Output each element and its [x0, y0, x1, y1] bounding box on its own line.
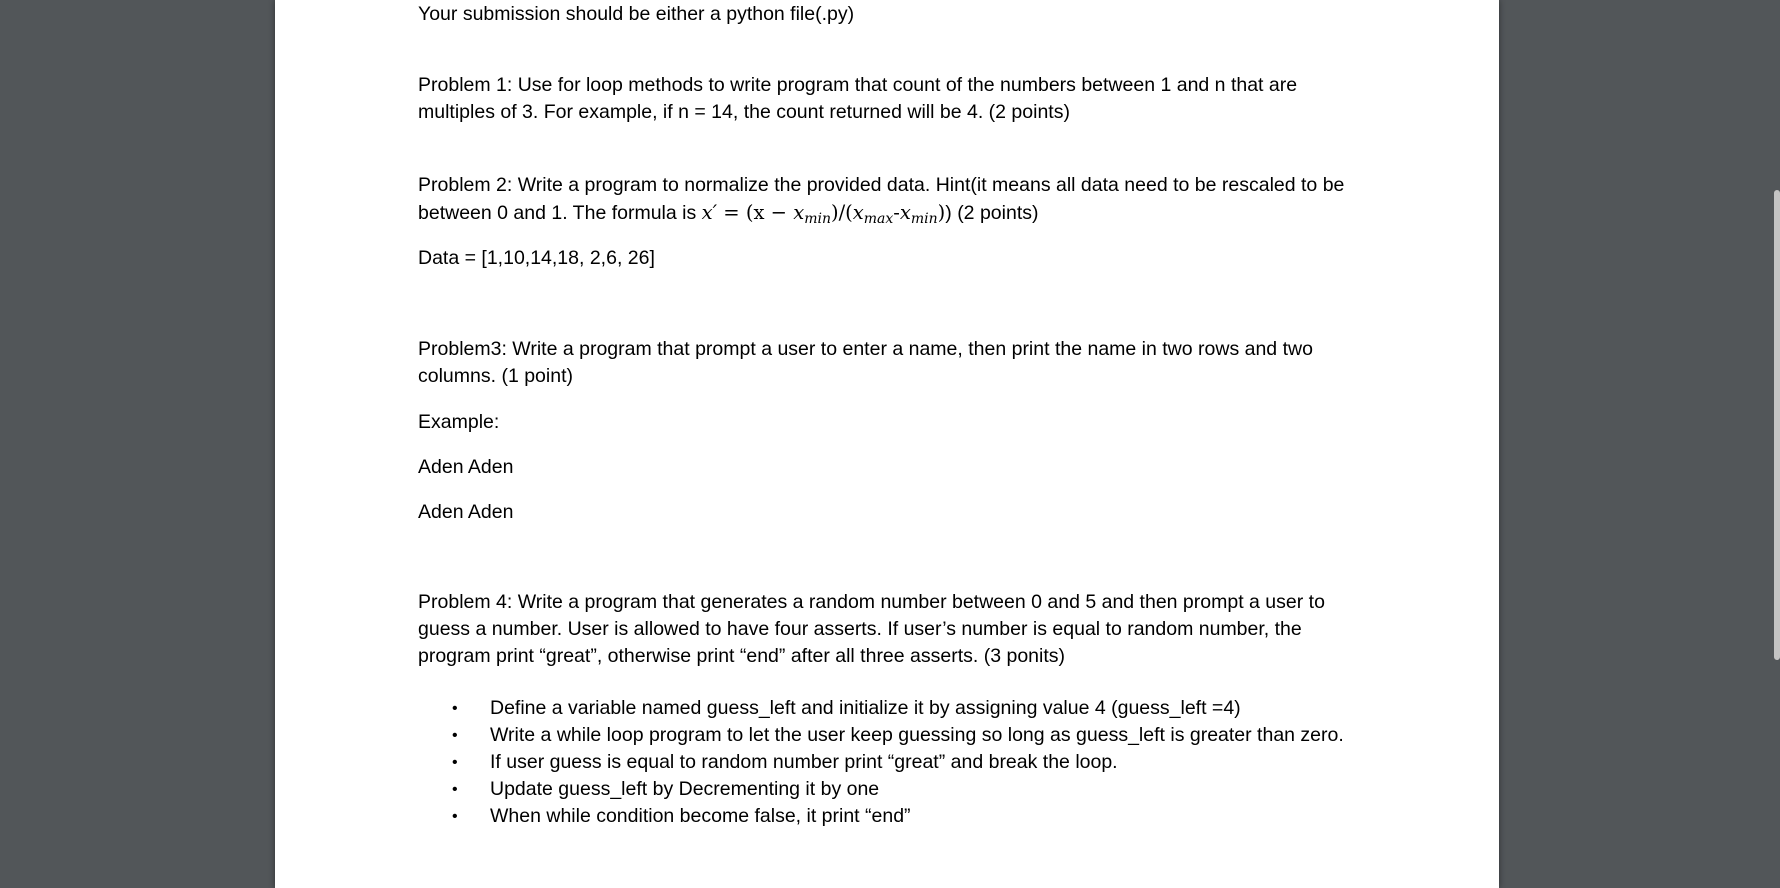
problem-1-text: Problem 1: Use for loop methods to write program that count of the numbers between 1 and n that are multiples of 3. For example, if n = 14, the count returned will be 4. (2 points) — [418, 74, 1298, 123]
bullet-icon: • — [452, 700, 458, 717]
list-item: • When while condition become false, it print “end” — [418, 803, 1358, 830]
problem-2-intro: Problem 2: Write a program to normalize the provided data. Hint(it means all data need to be rescaled to be between 0 and 1. The formula is — [418, 174, 1345, 224]
problem-2-points: ) (2 points) — [945, 202, 1039, 224]
bullet-icon: • — [452, 754, 458, 771]
vertical-scrollbar[interactable] — [1774, 190, 1780, 660]
list-item: • Define a variable named guess_left and initialize it by assigning value 4 (guess_left =4) — [418, 695, 1358, 722]
data-line: Data = [1,10,14,18, 2,6, 26] — [418, 247, 655, 269]
bullet-icon: • — [452, 781, 458, 798]
document-page — [275, 0, 1499, 888]
bullet-icon: • — [452, 727, 458, 744]
submission-instruction: Your submission should be either a python file(.py) — [418, 3, 855, 25]
example-label: Example: — [418, 411, 500, 433]
bullet-icon: • — [452, 808, 458, 825]
normalization-formula: $x' = (x - x_{min})/(x_{max}-x_{min})$ — [701, 201, 946, 227]
problem-4-steps-list — [418, 695, 1358, 830]
problem-2-text — [418, 172, 1358, 227]
list-item: • Update guess_left by Decrementing it by one — [418, 776, 1358, 803]
problem-4-text: Problem 4: Write a program that generates a random number between 0 and 5 and then prompt a user to guess a number. User is allowed to have four asserts. If user’s number is equal to random number, the program print “great”, otherwise print “end” after all three asserts. (3 ponits) — [418, 591, 1325, 667]
problem-3-text: Problem3: Write a program that prompt a user to enter a name, then print the name in two rows and two columns. (1 point) — [418, 338, 1313, 387]
list-item: • Write a while loop program to let the user keep guessing so long as guess_left is greater than zero. — [418, 722, 1358, 749]
list-item: • If user guess is equal to random number print “great” and break the loop. — [418, 749, 1358, 776]
example-row-1: Aden Aden — [418, 456, 514, 478]
example-row-2: Aden Aden — [418, 501, 514, 523]
